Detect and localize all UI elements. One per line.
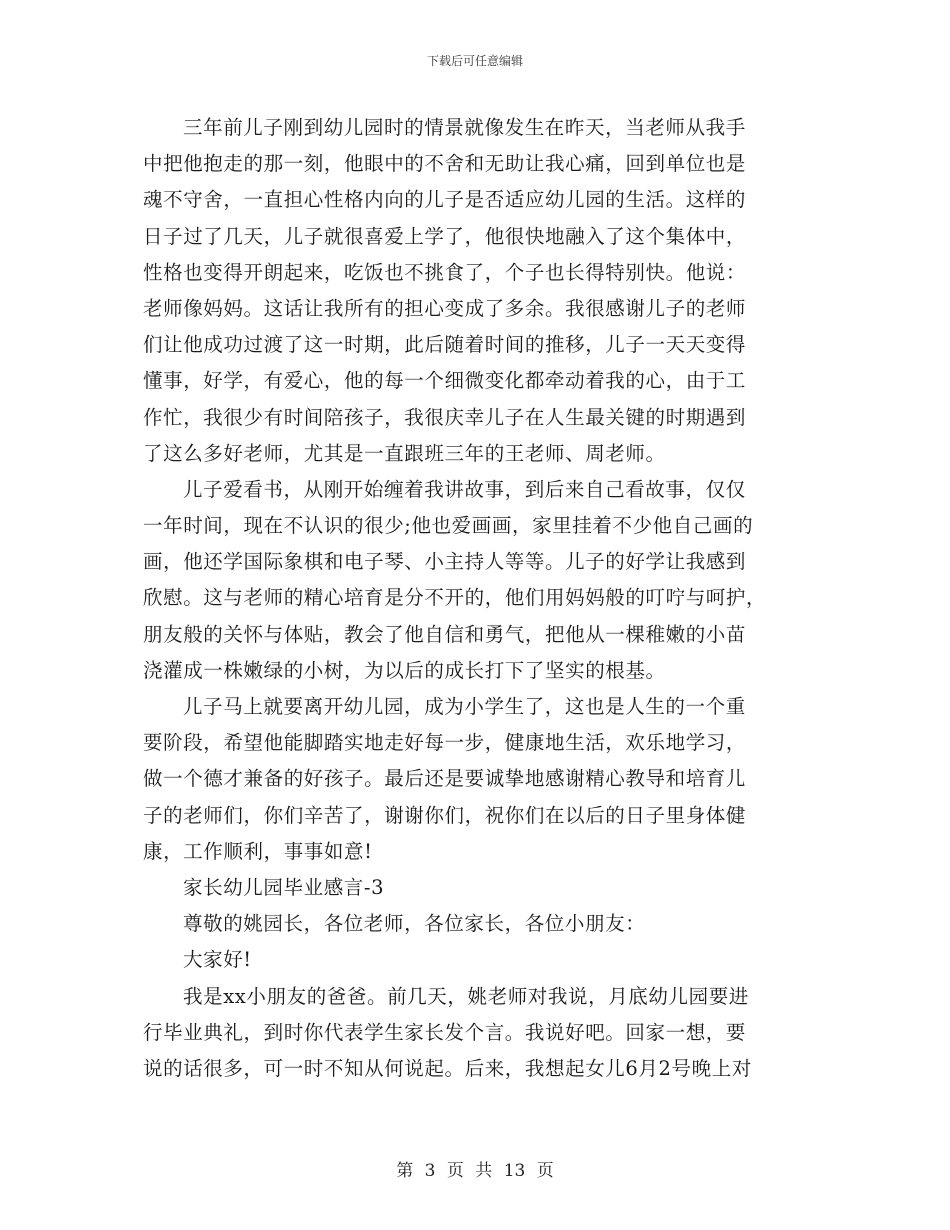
text-line: 一年时间，现在不认识的很少;他也爱画画，家里挂着不少他自己画的 xyxy=(143,514,754,538)
text-line: 要阶段，希望他能脚踏实地走好每一步，健康地生活，欢乐地学习， xyxy=(143,731,747,755)
text-line: 懂事，好学，有爱心，他的每一个细微变化都牵动着我的心，由于工 xyxy=(143,369,747,393)
text-line: 我是xx小朋友的爸爸。前几天，姚老师对我说，月底幼儿园要进 xyxy=(183,984,749,1008)
text-line: 老师像妈妈。这话让我所有的担心变成了多余。我很感谢儿子的老师 xyxy=(143,296,747,320)
text-line: 性格也变得开朗起来，吃饭也不挑食了，个子也长得特别快。他说： xyxy=(143,260,747,284)
page-footer: 第 3 页 共 13 页 xyxy=(396,1161,554,1181)
text-line: 儿子爱看书，从刚开始缠着我讲故事，到后来自己看故事，仅仅 xyxy=(183,477,746,501)
text-line: 家长幼儿园毕业感言-3 xyxy=(183,875,385,899)
text-line: 大家好! xyxy=(183,948,252,972)
text-line: 儿子马上就要离开幼儿园，成为小学生了，这也是人生的一个重 xyxy=(183,695,746,718)
text-line: 魂不守舍，一直担心性格内向的儿子是否适应幼儿园的生活。这样的 xyxy=(143,188,747,212)
text-line: 们让他成功过渡了这一时期，此后随着时间的推移，儿子一天天变得 xyxy=(143,333,747,357)
text-line: 行毕业典礼，到时你代表学生家长发个言。我说好吧。回家一想，要 xyxy=(143,1020,747,1044)
text-line: 康，工作顺利，事事如意! xyxy=(143,839,373,863)
text-line: 画，他还学国际象棋和电子琴、小主持人等等。儿子的好学让我感到 xyxy=(143,550,747,574)
text-line: 三年前儿子刚到幼儿园时的情景就像发生在昨天，当老师从我手 xyxy=(183,116,746,139)
document-body xyxy=(143,110,808,1087)
text-line: 欣慰。这与老师的精心培育是分不开的，他们用妈妈般的叮咛与呵护， xyxy=(143,586,767,610)
text-line: 浇灌成一株嫩绿的小树，为以后的成长打下了坚实的根基。 xyxy=(143,658,666,682)
text-line: 做一个德才兼备的好孩子。最后还是要诚挚地感谢精心教导和培育儿 xyxy=(143,767,747,791)
page-header: 下载后可任意编辑 xyxy=(426,54,523,68)
text-line: 朋友般的关怀与体贴，教会了他自信和勇气，把他从一棵稚嫩的小苗 xyxy=(143,622,747,646)
text-line: 中把他抱走的那一刻，他眼中的不舍和无助让我心痛，回到单位也是 xyxy=(143,152,747,176)
text-line: 说的话很多，可一时不知从何说起。后来，我想起女儿6月2号晚上对 xyxy=(143,1056,752,1080)
text-line: 作忙，我很少有时间陪孩子，我很庆幸儿子在人生最关键的时期遇到 xyxy=(143,405,747,429)
text-line: 了这么多好老师，尤其是一直跟班三年的王老师、周老师。 xyxy=(143,441,666,465)
text-line: 日子过了几天，儿子就很喜爱上学了，他很快地融入了这个集体中， xyxy=(143,224,747,248)
text-line: 子的老师们，你们辛苦了，谢谢你们，祝你们在以后的日子里身体健 xyxy=(143,803,747,827)
text-line: 尊敬的姚园长，各位老师，各位家长，各位小朋友： xyxy=(183,912,646,936)
